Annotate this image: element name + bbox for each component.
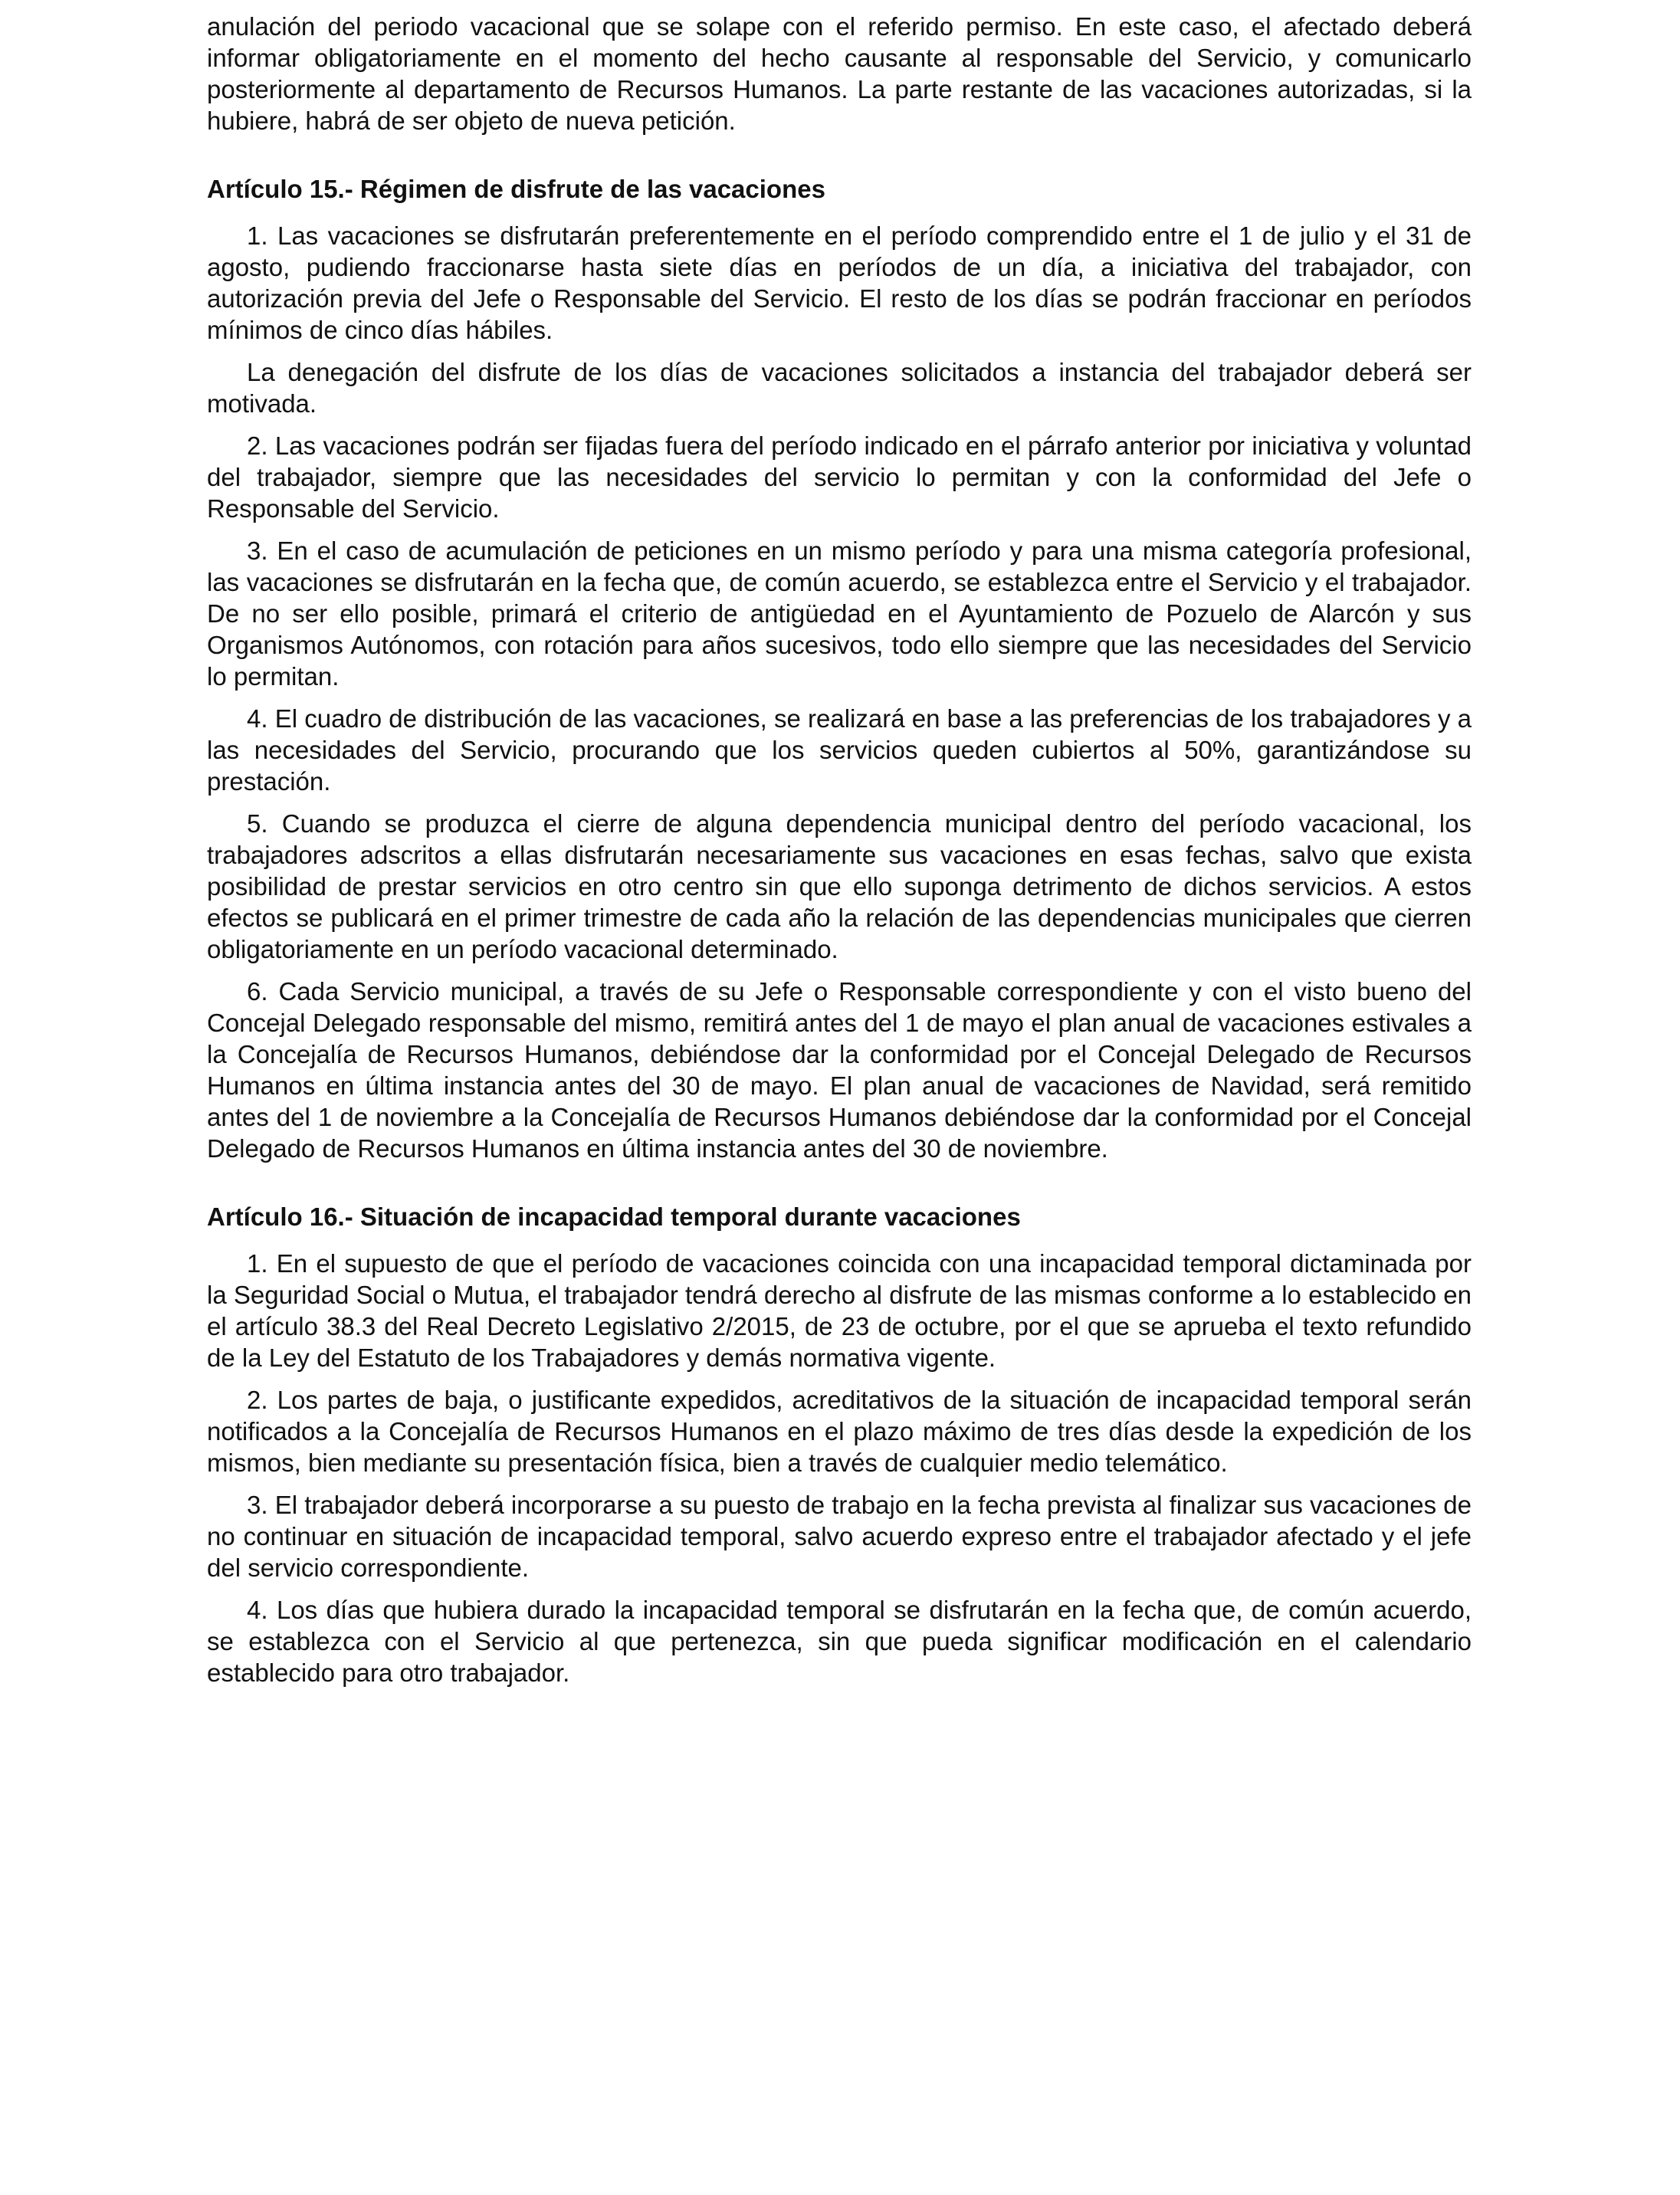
article-16-heading: Artículo 16.- Situación de incapacidad temporal durante vacaciones: [207, 1202, 1021, 1231]
intro-paragraph: anulación del periodo vacacional que se solape con el referido permiso. En este caso, el afectado deberá informar obligatoriamente en el momento del hecho causante al responsable del Servicio, y comunicarlo posteriormente al departamento de Recursos Humanos. La parte restante de las vacaciones autorizadas, si la hubiere, habrá de ser objeto de nueva petición.: [207, 12, 1472, 135]
article-15-paragraph-2: 2. Las vacaciones podrán ser fijadas fuera del período indicado en el párrafo anterior por iniciativa y voluntad del trabajador, siempre que las necesidades del servicio lo permitan y con la conformidad del Jefe o Responsable del Servicio.: [207, 431, 1472, 523]
article-16-paragraph-4: 4. Los días que hubiera durado la incapacidad temporal se disfrutarán en la fecha que, de común acuerdo, se establezca con el Servicio al que pertenezca, sin que pueda significar modificación en el calendario establecido para otro trabajador.: [207, 1596, 1472, 1687]
article-15-paragraph-3: 3. En el caso de acumulación de peticiones en un mismo período y para una misma categoría profesional, las vacaciones se disfrutarán en la fecha que, de común acuerdo, se establezca entre el Servicio y el trabajador. De no ser ello posible, primará el criterio de antigüedad en el Ayuntamiento de Pozuelo de Alarcón y sus Organismos Autónomos, con rotación para años sucesivos, todo ello siempre que las necesidades del Servicio lo permitan.: [207, 536, 1472, 691]
article-15-paragraph-1: 1. Las vacaciones se disfrutarán preferentemente en el período comprendido entre el 1 de julio y el 31 de agosto, pudiendo fraccionarse hasta siete días en períodos de un día, a iniciativa del trabajador, con autorización previa del Jefe o Responsable del Servicio. El resto de los días se podrán fraccionar en períodos mínimos de cinco días hábiles.: [207, 221, 1472, 344]
article-15-paragraph-6: 6. Cada Servicio municipal, a través de su Jefe o Responsable correspondiente y con el visto bueno del Concejal Delegado responsable del mismo, remitirá antes del 1 de mayo el plan anual de vacaciones estivales a la Concejalía de Recursos Humanos, debiéndose dar la conformidad por el Concejal Delegado de Recursos Humanos en última instancia antes del 30 de mayo. El plan anual de vacaciones de Navidad, será remitido antes del 1 de noviembre a la Concejalía de Recursos Humanos debiéndose dar la conformidad por el Concejal Delegado de Recursos Humanos en última instancia antes del 30 de noviembre.: [207, 977, 1472, 1163]
article-16-paragraph-1: 1. En el supuesto de que el período de vacaciones coincida con una incapacidad temporal dictaminada por la Seguridad Social o Mutua, el trabajador tendrá derecho al disfrute de las mismas conforme a lo establecido en el artículo 38.3 del Real Decreto Legislativo 2/2015, de 23 de octubre, por el que se aprueba el texto refundido de la Ley del Estatuto de los Trabajadores y demás normativa vigente.: [207, 1249, 1472, 1372]
article-16-paragraph-3: 3. El trabajador deberá incorporarse a su puesto de trabajo en la fecha prevista al finalizar sus vacaciones de no continuar en situación de incapacidad temporal, salvo acuerdo expreso entre el trabajador afectado y el jefe del servicio correspondiente.: [207, 1491, 1472, 1582]
article-15-paragraph-4: 4. El cuadro de distribución de las vacaciones, se realizará en base a las preferencias de los trabajadores y a las necesidades del Servicio, procurando que los servicios queden cubiertos al 50%, garantizándose su prestación.: [207, 704, 1472, 796]
article-16-paragraph-2: 2. Los partes de baja, o justificante expedidos, acreditativos de la situación de incapacidad temporal serán notificados a la Concejalía de Recursos Humanos en el plazo máximo de tres días desde la expedición de los mismos, bien mediante su presentación física, bien a través de cualquier medio telemático.: [207, 1386, 1472, 1477]
document-page: [207, 11, 1472, 1699]
article-15-heading: Artículo 15.- Régimen de disfrute de las vacaciones: [207, 175, 825, 203]
article-15-paragraph-1b: La denegación del disfrute de los días de vacaciones solicitados a instancia del trabajador deberá ser motivada.: [207, 358, 1472, 418]
article-15-paragraph-5: 5. Cuando se produzca el cierre de alguna dependencia municipal dentro del período vacacional, los trabajadores adscritos a ellas disfrutarán necesariamente sus vacaciones en esas fechas, salvo que exista posibilidad de prestar servicios en otro centro sin que ello suponga detrimento de dichos servicios. A estos efectos se publicará en el primer trimestre de cada año la relación de las dependencias municipales que cierren obligatoriamente en un período vacacional determinado.: [207, 809, 1472, 963]
